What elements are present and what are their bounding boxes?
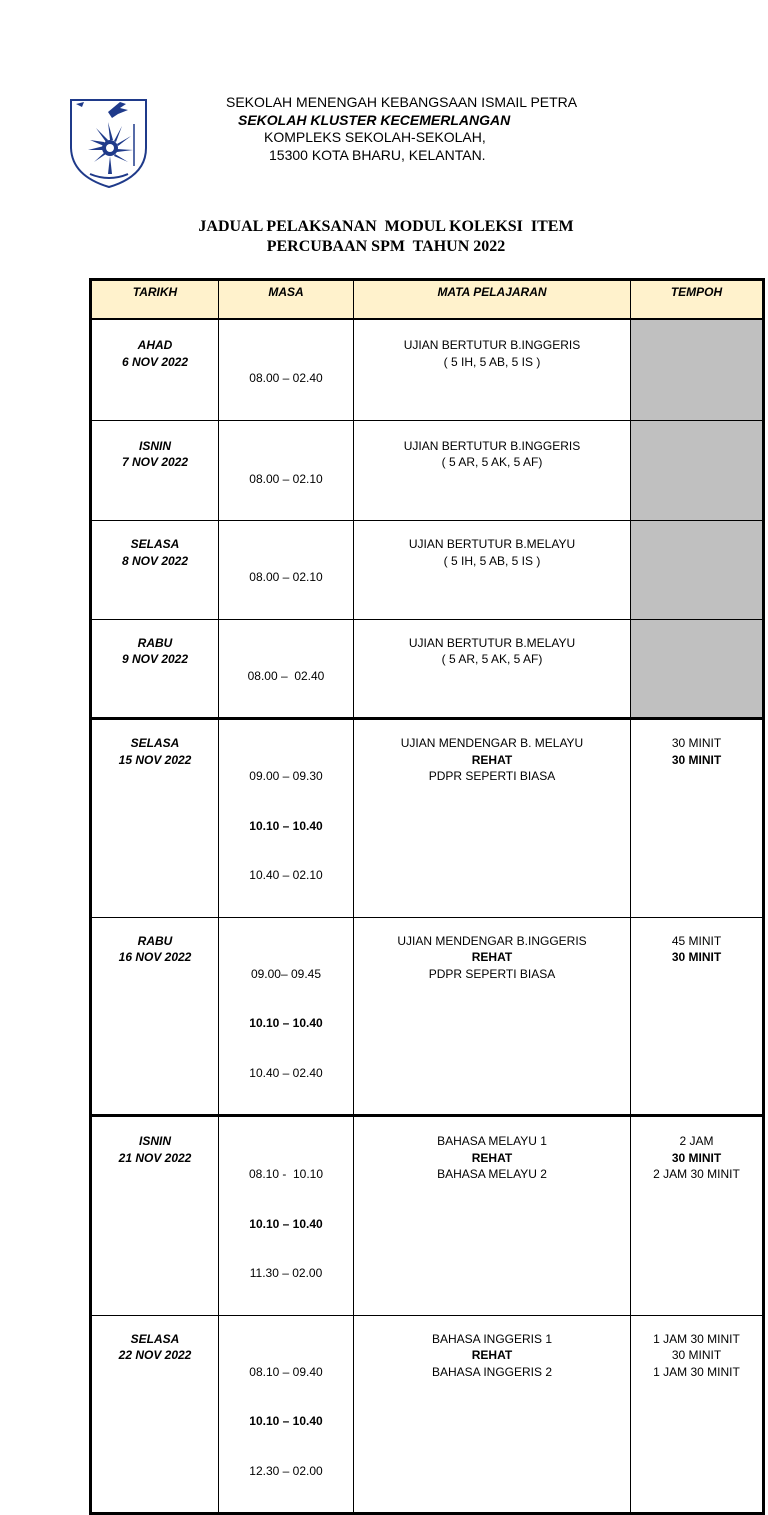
day-name: AHAD (137, 338, 173, 352)
subjek-line: ( 5 AR, 5 AK, 5 AF) (441, 455, 543, 469)
tempoh-cell (631, 1315, 764, 1514)
date: 15 NOV 2022 (118, 752, 192, 767)
masa-line: 08.00 – 02.10 (249, 471, 323, 486)
subjek-cell (354, 319, 631, 420)
date: 21 NOV 2022 (118, 1150, 192, 1165)
table-row (91, 1116, 764, 1316)
address-line-2: 15300 KOTA BHARU, KELANTAN. (269, 147, 486, 163)
masa-cell (219, 1315, 354, 1514)
subjek-line: UJIAN BERTUTUR B.INGGERIS (403, 438, 581, 453)
tempoh-line-rehat: 30 MINIT (671, 752, 722, 767)
subjek-line: UJIAN MENDENGAR B. MELAYU (400, 736, 584, 750)
tempoh-line-rehat: 30 MINIT (671, 1150, 722, 1165)
masa-line: 12.30 – 02.00 (249, 1463, 323, 1478)
tempoh-cell (631, 619, 764, 719)
table-row (91, 319, 764, 420)
tarikh-cell (91, 420, 219, 521)
schedule-table (89, 278, 765, 1515)
masa-cell (219, 420, 354, 521)
school-crest-icon (68, 96, 150, 190)
date: 16 NOV 2022 (118, 950, 192, 964)
tarikh-cell (91, 521, 219, 620)
masa-cell (219, 521, 354, 620)
tempoh-line: 30 MINIT (671, 1348, 722, 1362)
day-name: RABU (137, 635, 173, 650)
day-name: SELASA (130, 736, 180, 750)
tempoh-line: 45 MINIT (671, 933, 722, 948)
date: 9 NOV 2022 (121, 652, 189, 666)
subjek-line: BAHASA MELAYU 2 (437, 1167, 547, 1181)
subjek-cell (354, 1315, 631, 1514)
subjek-line: ( 5 IH, 5 AB, 5 IS ) (443, 354, 541, 369)
header-masa: MASA (219, 280, 354, 320)
tempoh-cell (631, 719, 764, 918)
day-name: ISNIN (138, 438, 171, 453)
header-mata-pelajaran: MATA PELAJARAN (354, 280, 631, 320)
tempoh-line: 2 JAM 30 MINIT (653, 1167, 740, 1181)
table-row (91, 521, 764, 620)
document-title (0, 217, 768, 257)
subjek-line: ( 5 AR, 5 AK, 5 AF) (441, 652, 543, 666)
table-row (91, 619, 764, 719)
subjek-cell (354, 521, 631, 620)
tarikh-cell (91, 1116, 219, 1316)
subjek-line-rehat: REHAT (471, 1348, 513, 1362)
masa-line-rehat: 10.10 – 10.40 (249, 1414, 323, 1428)
table-row (91, 420, 764, 521)
subjek-cell (354, 917, 631, 1116)
title-line-2: PERCUBAAN SPM TAHUN 2022 (266, 238, 506, 255)
masa-line: 08.10 – 09.40 (249, 1364, 323, 1379)
masa-cell (219, 619, 354, 719)
masa-line: 10.40 – 02.40 (249, 1065, 323, 1080)
masa-cell (219, 1116, 354, 1316)
subjek-cell (354, 619, 631, 719)
tempoh-line: 30 MINIT (671, 736, 722, 750)
date: 22 NOV 2022 (118, 1348, 192, 1362)
subjek-line: PDPR SEPERTI BIASA (428, 769, 556, 783)
day-name: ISNIN (138, 1134, 171, 1148)
masa-cell (219, 319, 354, 420)
masa-line: 09.00 – 09.30 (249, 769, 323, 783)
header-tempoh: TEMPOH (631, 280, 764, 320)
address-line-1: KOMPLEKS SEKOLAH-SEKOLAH, (264, 129, 486, 145)
subjek-line: UJIAN BERTUTUR B.MELAYU (408, 635, 576, 650)
subjek-line: UJIAN BERTUTUR B.MELAYU (408, 537, 576, 551)
tarikh-cell (91, 1315, 219, 1514)
subjek-line: UJIAN MENDENGAR B.INGGERIS (397, 933, 587, 948)
subjek-line-rehat: REHAT (471, 1150, 513, 1165)
day-name: SELASA (130, 1331, 180, 1346)
tempoh-cell (631, 917, 764, 1116)
table-header-row (91, 280, 764, 320)
tempoh-line: 1 JAM 30 MINIT (653, 1331, 740, 1346)
masa-line: 08.00 – 02.40 (247, 668, 325, 683)
tempoh-line: 2 JAM (679, 1134, 714, 1148)
tempoh-cell (631, 521, 764, 620)
subjek-line-rehat: REHAT (471, 950, 513, 964)
date: 6 NOV 2022 (121, 354, 189, 369)
tempoh-cell (631, 319, 764, 420)
tempoh-line-rehat: 30 MINIT (671, 950, 722, 964)
tarikh-cell (91, 319, 219, 420)
tarikh-cell (91, 719, 219, 918)
date: 8 NOV 2022 (121, 553, 189, 568)
subjek-cell (354, 1116, 631, 1316)
masa-cell (219, 719, 354, 918)
tarikh-cell (91, 917, 219, 1116)
tempoh-cell (631, 1116, 764, 1316)
tempoh-cell (631, 420, 764, 521)
masa-line-rehat: 10.10 – 10.40 (249, 818, 323, 833)
masa-cell (219, 917, 354, 1116)
day-name: SELASA (130, 537, 180, 551)
masa-line-rehat: 10.10 – 10.40 (249, 1216, 323, 1231)
subjek-line: BAHASA INGGERIS 2 (431, 1364, 553, 1379)
masa-line: 11.30 – 02.00 (249, 1266, 323, 1280)
header-tarikh: TARIKH (91, 280, 219, 320)
masa-line: 08.00 – 02.10 (249, 570, 323, 584)
subjek-line: BAHASA INGGERIS 1 (431, 1331, 553, 1346)
masa-line: 08.10 - 10.10 (248, 1167, 324, 1181)
subjek-line: PDPR SEPERTI BIASA (428, 966, 556, 981)
tarikh-cell (91, 619, 219, 719)
subjek-line: UJIAN BERTUTUR B.INGGERIS (403, 338, 581, 352)
school-tagline: SEKOLAH KLUSTER KECEMERLANGAN (238, 112, 511, 128)
date: 7 NOV 2022 (121, 455, 189, 469)
day-name: RABU (137, 933, 173, 948)
masa-line: 09.00– 09.45 (250, 966, 322, 981)
subjek-line-rehat: REHAT (471, 752, 513, 767)
subjek-line: BAHASA MELAYU 1 (437, 1134, 547, 1148)
table-row (91, 1315, 764, 1514)
masa-line: 10.40 – 02.10 (249, 868, 323, 882)
tempoh-line: 1 JAM 30 MINIT (653, 1364, 740, 1379)
masa-line-rehat: 10.10 – 10.40 (249, 1016, 323, 1030)
table-row (91, 719, 764, 918)
subjek-cell (354, 420, 631, 521)
table-row (91, 917, 764, 1116)
title-line-1: JADUAL PELAKSANAN MODUL KOLEKSI ITEM (198, 218, 574, 235)
masa-line: 08.00 – 02.40 (249, 371, 323, 385)
subjek-cell (354, 719, 631, 918)
school-name: SEKOLAH MENENGAH KEBANGSAAN ISMAIL PETRA (226, 94, 578, 110)
subjek-line: ( 5 IH, 5 AB, 5 IS ) (443, 553, 541, 568)
